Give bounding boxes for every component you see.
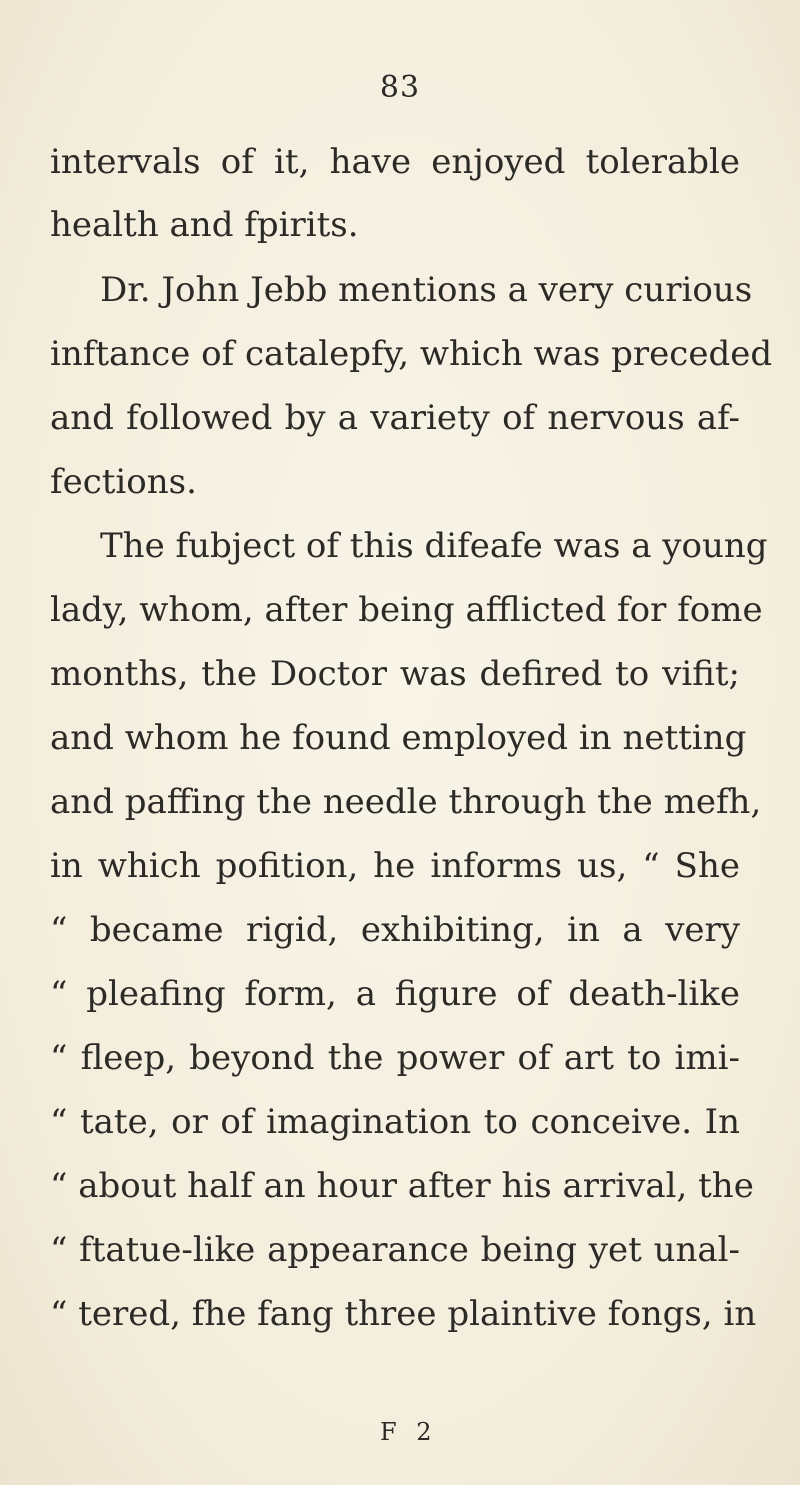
text-line-17: “ about half an hour after his arrival, the bbox=[50, 1166, 754, 1206]
text-line-16: “ tate, or of imagination to conceive. In bbox=[50, 1102, 740, 1142]
text-line-18: “ ftatue-like appearance being yet unal- bbox=[50, 1230, 740, 1270]
text-line-5: and followed by a variety of nervous af- bbox=[50, 398, 740, 438]
text-line-14: “ pleafing form, a figure of death-like bbox=[50, 974, 740, 1014]
text-line-6: fections. bbox=[50, 462, 197, 502]
text-line-2: health and fpirits. bbox=[50, 205, 359, 245]
text-line-8: lady, whom, after being afflicted for fome bbox=[50, 590, 763, 630]
text-line-12: in which pofition, he informs us, “ She bbox=[50, 846, 740, 886]
signature-mark: F 2 bbox=[380, 1418, 438, 1446]
text-line-13: “ became rigid, exhibiting, in a very bbox=[50, 910, 740, 950]
text-line-19: “ tered, fhe fang three plaintive fongs, in bbox=[50, 1294, 757, 1334]
text-line-1: intervals of it, have enjoyed tolerable bbox=[50, 142, 740, 182]
text-line-7: The fubject of this difeafe was a young bbox=[100, 526, 768, 566]
text-line-11: and paffing the needle through the mefh, bbox=[50, 782, 762, 822]
page-number: 83 bbox=[379, 70, 421, 105]
text-line-3: Dr. John Jebb mentions a very curious bbox=[100, 270, 753, 310]
text-line-4: inftance of catalepfy, which was preceded bbox=[50, 334, 773, 374]
text-line-15: “ fleep, beyond the power of art to imi- bbox=[50, 1038, 740, 1078]
text-line-10: and whom he found employed in netting bbox=[50, 718, 747, 758]
text-line-9: months, the Doctor was defired to vifit; bbox=[50, 654, 740, 694]
